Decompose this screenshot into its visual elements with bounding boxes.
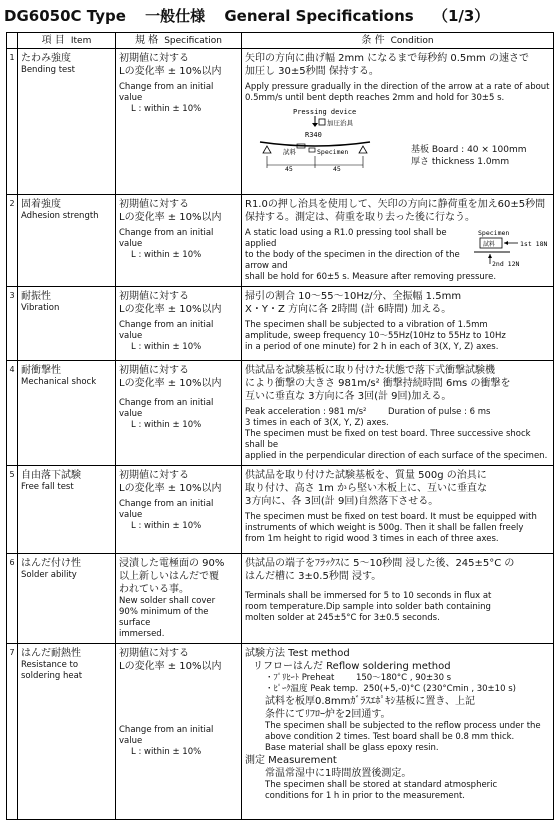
spec-cell: 初期値に対する Lの変化率 ± 10%以内 Change from an initial value L : within ± 10% [116, 361, 242, 466]
fig-pressing-label: Pressing device [293, 108, 357, 116]
condition-cell: 掃引の割合 10～55～10Hz/分、全振幅 1.5mm X・Y・Z 方向に各 2時間 (計 6時間) 加える。 The specimen shall be subjected to a vibration of 1.5mm amplitude, sweep frequency 10～55Hz(10Hz to 55Hz to 10Hz in a period of one minute) for 2 h in each of 3(X, Y, Z) axes. [242, 287, 554, 361]
model-name: DG6050C Type [4, 7, 126, 25]
title-jp: 一般仕様 [145, 7, 206, 25]
row-number: 5 [7, 466, 18, 554]
header-no [7, 33, 18, 49]
fig2-sample-jp: 試料 [483, 241, 496, 248]
table-row [7, 361, 554, 466]
fig-dim-left: 45 [285, 165, 293, 172]
fig-radius: R340 [305, 131, 322, 139]
condition-cell: R1.0の押し治具を使用して、矢印の方向に静荷重を加え60±5秒間 保持する。測定は、荷重を取り去った後に行なう。 Specimen 試料 1st 18N 2nd 12N A static load using a R1.0 pressing tool shall be applied to the body of the specimen in the direction of the arrow and shall be hold for 60±5 s. Measure after removing pressure. [242, 195, 554, 287]
condition-cell: 供試品の端子をﾌﾗｯｸｽに 5～10秒間 浸した後、245±5°C の はんだ槽に 3±0.5秒間 浸す。 Terminals shall be immersed for 5 to 10 seconds in flux at room temperature.Dip sample into solder bath containing molten solder at 245±5°C for 3±0.5 seconds. [242, 554, 554, 644]
fig-specimen-label: Specimen [317, 148, 349, 156]
spec-table [6, 32, 554, 820]
fig2-second: 2nd 12N [492, 260, 520, 268]
spec-cell: 初期値に対する Lの変化率 ± 10%以内 Change from an initial value L : within ± 10% [116, 287, 242, 361]
title-en: General Specifications [224, 7, 414, 25]
table-row [7, 466, 554, 554]
board-info: 基板 Board : 40 × 100mm 厚さ thickness 1.0mm [411, 145, 527, 167]
item-cell: 耐衝撃性 Mechanical shock [18, 361, 116, 466]
page-indicator: （1/3） [432, 7, 490, 25]
fig2-first: 1st 18N [520, 240, 548, 248]
spec-cell: 初期値に対する Lの変化率 ± 10%以内 Change from an initial value L : within ± 10% [116, 49, 242, 195]
fig2-specimen-label: Specimen [478, 229, 510, 237]
header-spec: 規 格 Specification [116, 33, 242, 49]
condition-cell: 矢印の方向に曲げ幅 2mm になるまで毎秒約 0.5mm の速さで 加圧し 30±5秒間 保持する。 Apply pressure gradually in the direction of the arrow at a rate of about 0.5mm/s until bent depth reaches 2mm and hold for 30±5 s. Pressing device 加圧治具 R340 試料 Specimen 45 45 基板 Board : 40 × 100mm 厚さ thickness 1.0mm [242, 49, 554, 195]
table-row [7, 554, 554, 644]
item-cell: 耐振性 Vibration [18, 287, 116, 361]
item-cell: 自由落下試験 Free fall test [18, 466, 116, 554]
fig-pressing-jp: 加圧治具 [327, 119, 353, 127]
table-header-row [7, 33, 554, 49]
row-number: 1 [7, 49, 18, 195]
item-cell: たわみ強度 Bending test [18, 49, 116, 195]
spec-cell: 初期値に対する Lの変化率 ± 10%以内 Change from an initial value L : within ± 10% [116, 644, 242, 820]
header-item: 項 目 Item [18, 33, 116, 49]
spec-cell: 浸漬した電極面の 90% 以上新しいはんだで覆 われている事。 New solder shall cover 90% minimum of the surface immersed. [116, 554, 242, 644]
adhesion-test-diagram [470, 228, 550, 268]
row-number: 6 [7, 554, 18, 644]
fig-dim-right: 45 [333, 165, 341, 172]
condition-cell: 試験方法 Test method リフローはんだ Reflow soldering method ・ﾌﾟﾘﾋｰﾄ Preheat 150～180°C , 90±30 s ・ﾋﾟｰｸ温度 Peak temp. 250(+5,-0)°C (230°Cmin , 30±10 s) 試料を板厚0.8mmｶﾞﾗｽｴﾎﾟｷｼ基板に置き、上記 条件にてﾘﾌﾛｰ炉を2回通す。 The specimen shall be subjected to the reflow process under the above condition 2 times. Test board shall be 0.8 mm thick. Base material shall be glass epoxy resin. 測定 Measurement 常温常湿中に1時間放置後測定。 The specimen shall be stored at standard atmospheric conditions for 1 h in prior to the measurement. [242, 644, 554, 820]
table-row [7, 644, 554, 820]
condition-cell: 供試品を試験基板に取り付けた状態で落下式衝撃試験機 により衝撃の大きさ 981m/s² 衝撃持続時間 6ms の衝撃を 互いに垂直な 3方向に各 3回(計 9回)加える。 Peak acceleration : 981 m/s² Duration of pulse : 6 ms 3 times in each of 3(X, Y, Z) axes. The specimen must be fixed on test board. Three successive shock shall be applied in the perpendicular direction of each surface of the specimen. [242, 361, 554, 466]
table-row [7, 287, 554, 361]
table-row [7, 49, 554, 195]
bending-test-diagram [245, 106, 395, 172]
item-cell: はんだ付け性 Solder ability [18, 554, 116, 644]
table-row [7, 195, 554, 287]
spec-cell: 初期値に対する Lの変化率 ± 10%以内 Change from an initial value L : within ± 10% [116, 466, 242, 554]
spec-cell: 初期値に対する Lの変化率 ± 10%以内 Change from an initial value L : within ± 10% [116, 195, 242, 287]
item-cell: はんだ耐熱性 Resistance to soldering heat [18, 644, 116, 820]
row-number: 4 [7, 361, 18, 466]
row-number: 2 [7, 195, 18, 287]
row-number: 7 [7, 644, 18, 820]
page-title [4, 4, 554, 28]
item-cell: 固着強度 Adhesion strength [18, 195, 116, 287]
condition-cell: 供試品を取り付けた試験基板を、質量 500g の治具に 取り付け、高さ 1m から堅い木板上に、互いに垂直な 3方向に、各 3回(計 9回)自然落下させる。 The specimen must be fixed on test board. It must be equipped with instruments of which weight is 500g. Then it shall be fallen freely from 1m height to rigid wood 3 times in each of three axes. [242, 466, 554, 554]
fig-sample-jp: 試料 [283, 148, 296, 156]
row-number: 3 [7, 287, 18, 361]
header-condition: 条 件 Condition [242, 33, 554, 49]
